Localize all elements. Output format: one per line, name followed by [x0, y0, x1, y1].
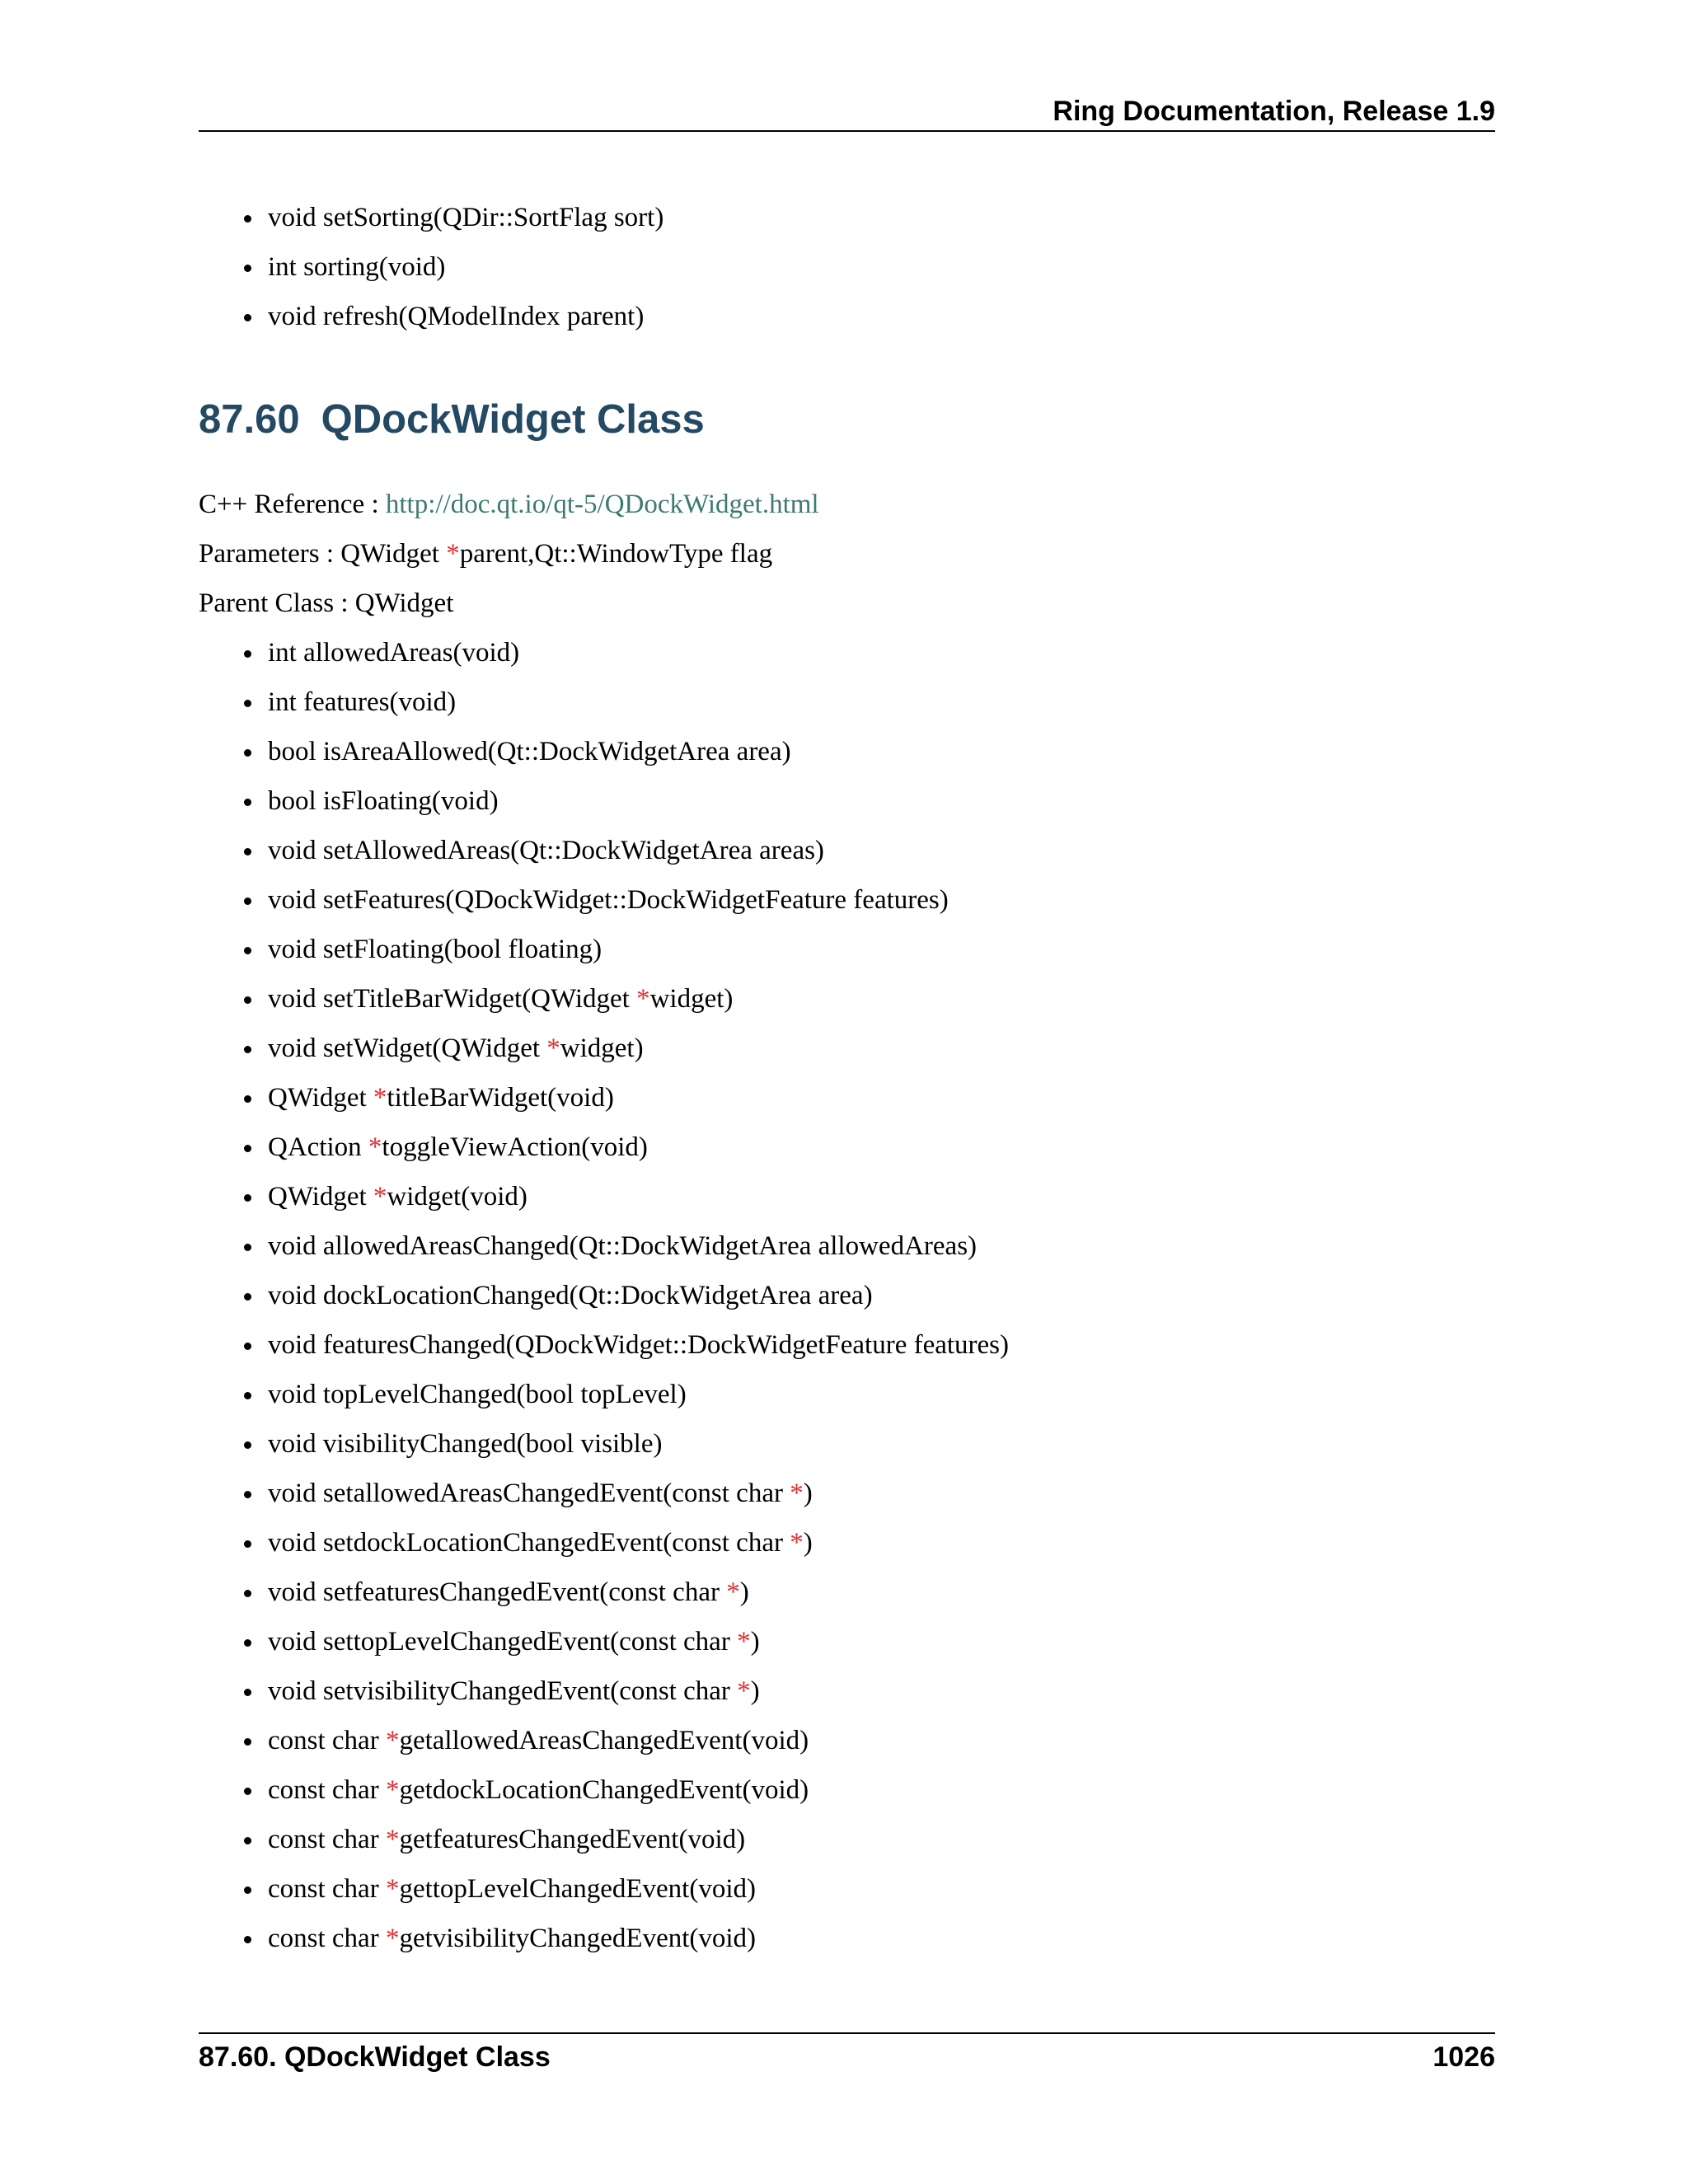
cpp-reference-line [199, 480, 819, 529]
method-item: void setdockLocationChangedEvent(const char *) [0, 1518, 1688, 1568]
method-item: void setfeaturesChangedEvent(const char *) [0, 1568, 1688, 1617]
running-footer [199, 2032, 1495, 2080]
method-list [0, 628, 1688, 1963]
method-item: void setFloating(bool floating) [0, 925, 1688, 974]
pointer-star: * [373, 1083, 387, 1113]
reference-label: C++ Reference : [199, 490, 386, 519]
method-item: QAction *toggleViewAction(void) [0, 1122, 1688, 1172]
running-header [199, 92, 1495, 132]
pointer-star: * [385, 1874, 400, 1904]
method-item: void dockLocationChanged(Qt::DockWidgetArea area) [0, 1271, 1688, 1320]
method-item: QWidget *titleBarWidget(void) [0, 1073, 1688, 1122]
pointer-star: * [373, 1182, 387, 1212]
pointer-star: * [385, 1726, 400, 1755]
pointer-star: * [385, 1825, 400, 1854]
pointer-star: * [790, 1479, 804, 1508]
method-item: void setWidget(QWidget *widget) [0, 1024, 1688, 1073]
document-title: Ring Documentation, Release 1.9 [1053, 96, 1495, 127]
method-item: const char *gettopLevelChangedEvent(void) [0, 1864, 1688, 1914]
method-item: void setTitleBarWidget(QWidget *widget) [0, 974, 1688, 1024]
method-item: void setFeatures(QDockWidget::DockWidgetFeature features) [0, 875, 1688, 925]
method-item: void refresh(QModelIndex parent) [0, 292, 1688, 341]
method-item: void featuresChanged(QDockWidget::DockWidgetFeature features) [0, 1320, 1688, 1370]
pointer-star: * [737, 1627, 751, 1657]
method-item: const char *getdockLocationChangedEvent(void) [0, 1765, 1688, 1815]
page-number: 1026 [1432, 2041, 1495, 2073]
previous-class-method-list [0, 193, 1688, 341]
method-item: int sorting(void) [0, 242, 1688, 292]
pointer-star: * [368, 1132, 382, 1162]
pointer-star: * [546, 1033, 560, 1063]
method-item: void setvisibilityChangedEvent(const char *) [0, 1666, 1688, 1716]
pointer-star: * [385, 1775, 400, 1805]
method-item: int features(void) [0, 677, 1688, 727]
method-item: void setSorting(QDir::SortFlag sort) [0, 193, 1688, 242]
method-item: void topLevelChanged(bool topLevel) [0, 1370, 1688, 1419]
parent-class-line: Parent Class : QWidget [199, 588, 454, 618]
section-heading [199, 387, 705, 452]
pointer-star: * [790, 1528, 804, 1558]
parameters-line: Parameters : QWidget *parent,Qt::WindowType flag [199, 539, 773, 569]
pointer-star: * [726, 1577, 740, 1607]
method-item: bool isAreaAllowed(Qt::DockWidgetArea area) [0, 727, 1688, 776]
method-item: QWidget *widget(void) [0, 1172, 1688, 1221]
method-item: void visibilityChanged(bool visible) [0, 1419, 1688, 1469]
pointer-star: * [636, 984, 650, 1014]
method-item: void setallowedAreasChangedEvent(const char *) [0, 1469, 1688, 1518]
method-item: const char *getallowedAreasChangedEvent(void) [0, 1716, 1688, 1765]
footer-section-label: 87.60. QDockWidget Class [199, 2041, 551, 2073]
method-item: void allowedAreasChanged(Qt::DockWidgetArea allowedAreas) [0, 1221, 1688, 1271]
pointer-star: * [446, 539, 460, 569]
pointer-star: * [737, 1676, 751, 1706]
method-item: const char *getfeaturesChangedEvent(void) [0, 1815, 1688, 1864]
reference-link[interactable]: http://doc.qt.io/qt-5/QDockWidget.html [385, 490, 819, 519]
method-item: void settopLevelChangedEvent(const char *) [0, 1617, 1688, 1666]
section-title: QDockWidget Class [321, 397, 705, 442]
method-item: const char *getvisibilityChangedEvent(void) [0, 1914, 1688, 1963]
method-item: int allowedAreas(void) [0, 628, 1688, 677]
pointer-star: * [385, 1924, 400, 1953]
section-number: 87.60 [199, 397, 300, 442]
method-item: bool isFloating(void) [0, 776, 1688, 826]
method-item: void setAllowedAreas(Qt::DockWidgetArea areas) [0, 826, 1688, 875]
